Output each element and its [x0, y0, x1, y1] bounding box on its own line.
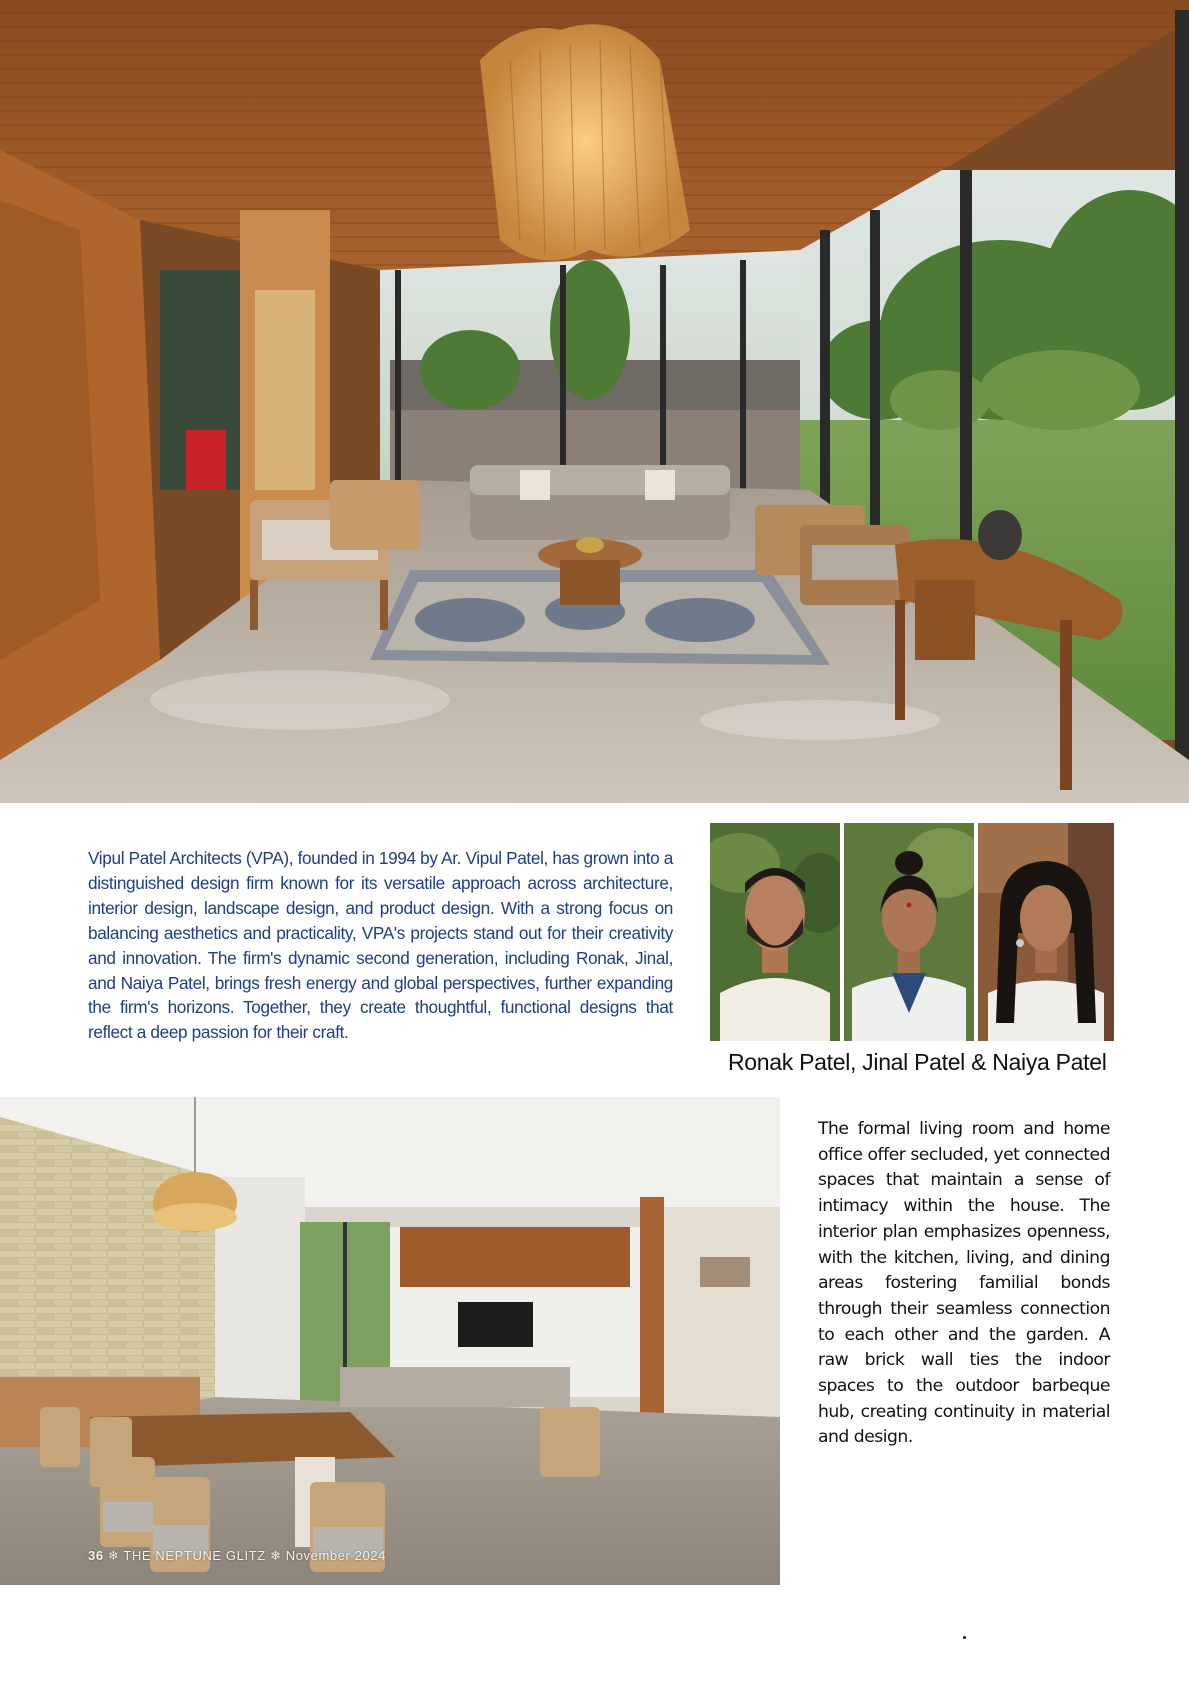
hero-living-room-photo: [0, 0, 1189, 803]
issue-date: November 2024: [285, 1548, 387, 1563]
portrait-caption: Ronak Patel, Jinal Patel & Naiya Patel: [728, 1049, 1107, 1075]
portrait-naiya-patel: [978, 823, 1114, 1041]
intro-paragraph: Vipul Patel Architects (VPA), founded in 1994 by Ar. Vipul Patel, has grown into a distinguished design firm known for its versatile approach across architecture, interior design, landscape design, and product design. With a strong focus on balancing aesthetics and practicality, VPA's projects stand out for their creativity and innovation. The firm's dynamic second generation, including Ronak, Jinal, and Naiya Patel, brings fresh energy and global perspectives, further expanding the firm's horizons. Together, they create thoughtful, functional designs that reflect a deep passion for their craft.: [88, 848, 673, 1043]
portrait-jinal-patel: [844, 823, 974, 1041]
page-folio: [88, 1548, 386, 1564]
portrait-gallery: [710, 823, 1114, 1041]
folio-separator-icon: ❄: [269, 1548, 282, 1563]
dining-room-photo: [0, 1097, 780, 1585]
page-number: 36: [88, 1548, 104, 1563]
magazine-name: THE NEPTUNE GLITZ: [123, 1548, 266, 1563]
body-paragraph: The formal living room and home office offer secluded, yet connected spaces that maintain a sense of intimacy within the house. The interior plan emphasizes openness, with the kitchen, living, and dining areas fostering familial bonds through their seamless connection to each other and the garden. A raw brick wall ties the indoor spaces to the outdoor barbeque hub, creating continuity in material and design.: [818, 1119, 1110, 1448]
folio-separator-icon: ❄: [107, 1548, 120, 1563]
print-speck: [963, 1636, 966, 1639]
portrait-ronak-patel: [710, 823, 840, 1041]
